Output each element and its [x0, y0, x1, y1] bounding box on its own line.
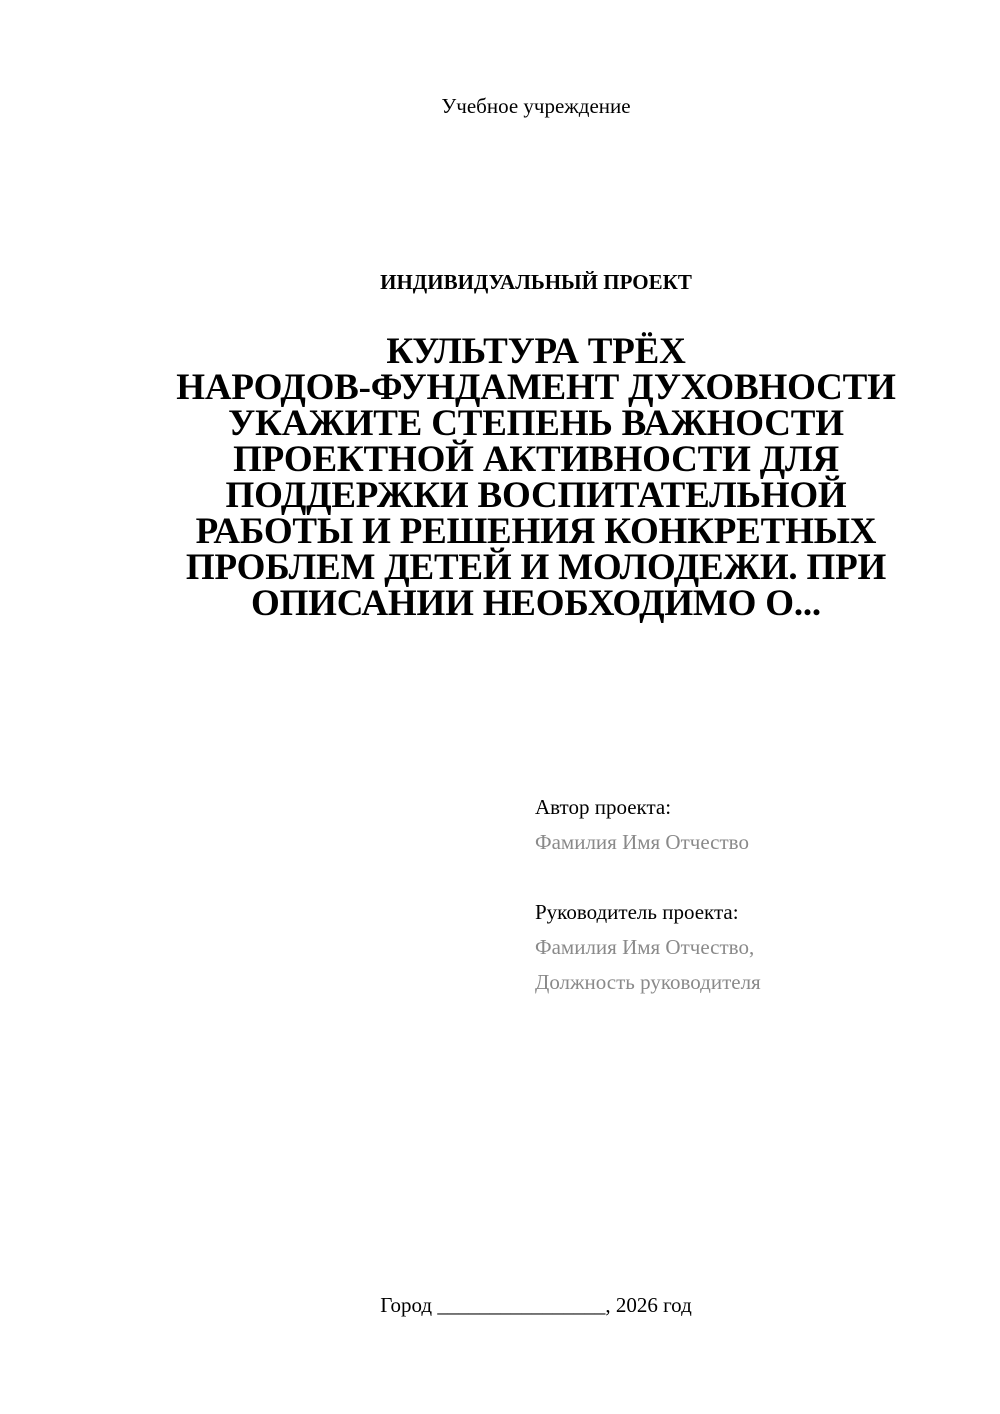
institution-name: Учебное учреждение: [441, 94, 631, 118]
project-title-line: ОПИСАНИИ НЕОБХОДИМО О...: [250, 583, 821, 624]
project-title-line: РАБОТЫ И РЕШЕНИЯ КОНКРЕТНЫХ: [195, 511, 877, 552]
project-title-line: УКАЖИТЕ СТЕПЕНЬ ВАЖНОСТИ: [228, 403, 844, 444]
credits-spacer: [535, 860, 955, 895]
project-title-line: НАРОДОВ-ФУНДАМЕНТ ДУХОВНОСТИ: [176, 367, 896, 408]
credits-block: [535, 790, 955, 1000]
supervisor-label: Руководитель проекта:: [535, 900, 739, 924]
document-type-label: ИНДИВИДУАЛЬНЫЙ ПРОЕКТ: [380, 270, 692, 294]
project-title-line: ПРОЕКТНОЙ АКТИВНОСТИ ДЛЯ: [233, 439, 839, 480]
author-label: Автор проекта:: [535, 795, 672, 819]
project-title-line: ПОДДЕРЖКИ ВОСПИТАТЕЛЬНОЙ: [225, 475, 847, 516]
project-title-line: КУЛЬТУРА ТРЁХ: [386, 331, 686, 372]
supervisor-position-placeholder: Должность руководителя: [535, 970, 761, 994]
project-title-line: ПРОБЛЕМ ДЕТЕЙ И МОЛОДЕЖИ. ПРИ: [185, 547, 887, 588]
author-name-placeholder: Фамилия Имя Отчество: [535, 830, 749, 854]
supervisor-name-placeholder: Фамилия Имя Отчество,: [535, 935, 755, 959]
project-title: [100, 331, 972, 624]
city-year-line: Город ________________, 2026 год: [380, 1293, 692, 1317]
